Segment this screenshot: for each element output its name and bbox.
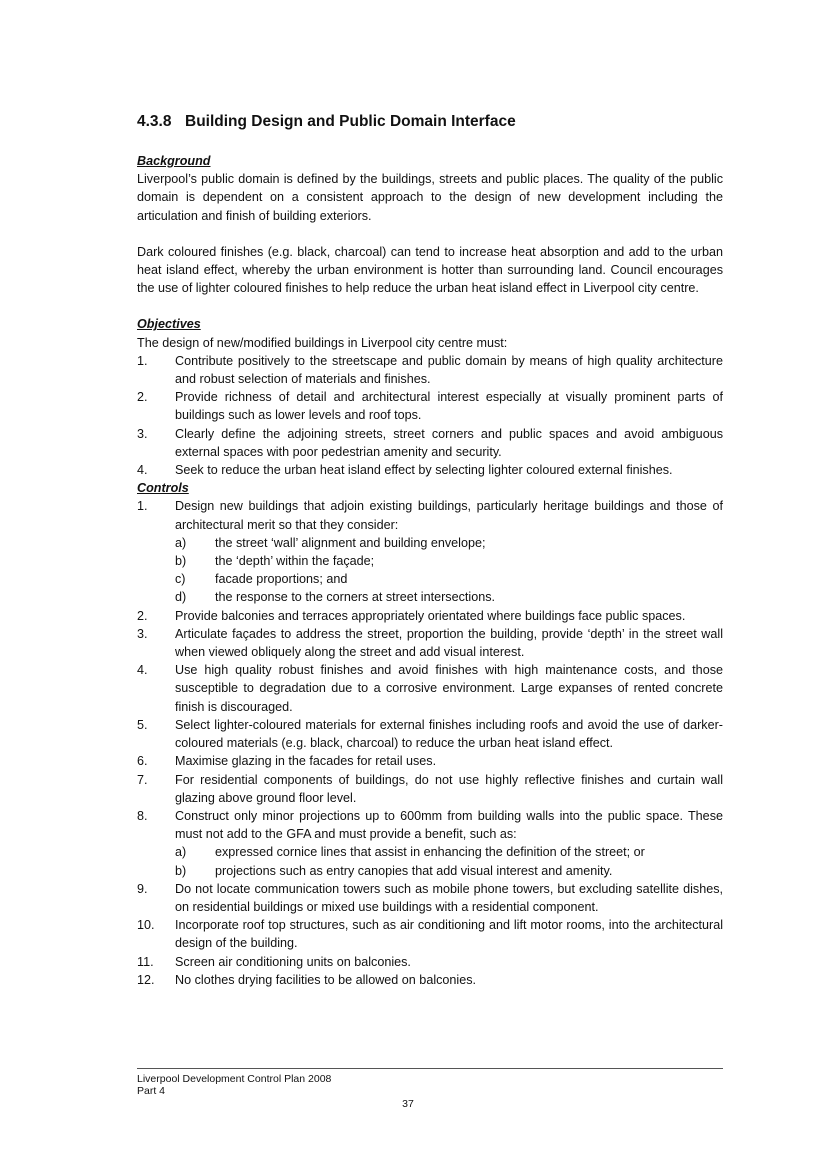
item-number: 9.	[137, 881, 148, 896]
control-subitem	[137, 570, 723, 588]
item-text: Seek to reduce the urban heat island effect by selecting lighter coloured external finishes.	[175, 463, 673, 478]
objective-item	[137, 461, 723, 479]
item-number: 1.	[137, 499, 148, 514]
control-subitem	[137, 862, 723, 880]
page-number: 37	[402, 1098, 414, 1110]
objective-item	[137, 352, 723, 388]
subitem-text: facade proportions; and	[215, 572, 348, 587]
item-number: 5.	[137, 717, 148, 732]
item-text: No clothes drying facilities to be allowed on balconies.	[175, 972, 477, 987]
background-paragraph-2: Dark coloured finishes (e.g. black, charcoal) can tend to increase heat absorption and add to the urban heat island effect, whereby the urban environment is hotter than surrounding land. Council encourages the use of lighter coloured finishes to help reduce the urban heat island effect in Liverpool city centre.	[137, 244, 723, 296]
control-item	[137, 661, 723, 716]
controls-list	[137, 497, 723, 988]
control-item	[137, 971, 723, 989]
item-number: 11.	[137, 954, 154, 969]
section-heading	[137, 112, 723, 132]
subitem-text: the ‘depth’ within the façade;	[215, 554, 375, 569]
control-item	[137, 953, 723, 971]
item-text: Incorporate roof top structures, such as air conditioning and lift motor rooms, into the architectural design of the building.	[175, 918, 723, 951]
control-item	[137, 716, 723, 752]
objective-item	[137, 388, 723, 424]
footer-document-title: Liverpool Development Control Plan 2008	[137, 1073, 332, 1085]
item-number: 3.	[137, 426, 148, 441]
section-title: Building Design and Public Domain Interface	[185, 113, 516, 130]
subitem-letter: a)	[175, 845, 187, 860]
objectives-intro: The design of new/modified buildings in Liverpool city centre must:	[137, 335, 508, 350]
item-text: Select lighter-coloured materials for external finishes including roofs and avoid the use of darker-coloured materials (e.g. black, charcoal) to reduce the urban heat island effect.	[175, 717, 723, 751]
subitem-text: the response to the corners at street intersections.	[215, 590, 496, 605]
background-heading: Background	[137, 154, 211, 168]
control-subitem	[137, 843, 723, 861]
control-item	[137, 916, 723, 952]
control-subitem	[137, 534, 723, 552]
item-number: 2.	[137, 608, 148, 623]
objectives-heading: Objectives	[137, 317, 201, 332]
subitem-letter: b)	[175, 554, 187, 569]
item-number: 3.	[137, 626, 148, 641]
item-text: Maximise glazing in the facades for retail uses.	[175, 754, 437, 769]
item-number: 6.	[137, 754, 148, 769]
control-item	[137, 625, 723, 661]
subitem-letter: c)	[175, 572, 186, 587]
subitem-text: the street ‘wall’ alignment and building envelope;	[215, 535, 486, 550]
document-body	[137, 112, 723, 989]
item-text: Screen air conditioning units on balconies.	[175, 954, 411, 969]
item-number: 8.	[137, 808, 148, 823]
subitem-letter: a)	[175, 535, 187, 550]
item-text: Contribute positively to the streetscape and public domain by means of high quality architecture and robust selection of materials and finishes.	[175, 353, 723, 387]
item-text: Articulate façades to address the street, proportion the building, provide ‘depth’ in the street wall when viewed obliquely along the street and add visual interest.	[175, 626, 723, 660]
control-subitem	[137, 552, 723, 570]
control-subitem	[137, 588, 723, 606]
item-text: Do not locate communication towers such as mobile phone towers, but excluding satellite dishes, on residential buildings or mixed use buildings with a residential component.	[175, 881, 723, 914]
item-number: 2.	[137, 390, 148, 405]
item-number: 1.	[137, 353, 148, 368]
control-item	[137, 497, 723, 533]
subitem-text: expressed cornice lines that assist in enhancing the definition of the street; or	[215, 845, 645, 860]
item-text: Clearly define the adjoining streets, street corners and public spaces and avoid ambiguous external spaces with poor pedestrian amenity and security.	[175, 426, 723, 459]
item-text: Provide richness of detail and architectural interest especially at visually prominent parts of buildings such as lower levels and roof tops.	[175, 390, 723, 423]
item-text: Provide balconies and terraces appropriately orientated where buildings face public spaces.	[175, 608, 686, 623]
subitem-letter: b)	[175, 863, 187, 878]
control-item	[137, 771, 723, 807]
item-number: 4.	[137, 463, 148, 478]
item-text: Design new buildings that adjoin existing buildings, particularly heritage buildings and those of architectural merit so that they consider:	[175, 499, 723, 532]
subitem-letter: d)	[175, 590, 187, 605]
item-text: Use high quality robust finishes and avoid finishes with high maintenance costs, and those susceptible to degradation due to a corrosive environment. Large expanses of rented concrete finish is discouraged.	[175, 663, 723, 714]
item-text: For residential components of buildings, do not use highly reflective finishes and curtain wall glazing above ground floor level.	[175, 772, 723, 805]
background-paragraph-1: Liverpool’s public domain is defined by the buildings, streets and public places. The quality of the public domain is dependent on a consistent approach to the design of new development including the articulation and finish of building exteriors.	[137, 172, 723, 223]
controls-heading: Controls	[137, 481, 189, 496]
item-number: 12.	[137, 972, 155, 987]
subitem-text: projections such as entry canopies that add visual interest and amenity.	[215, 863, 613, 878]
item-number: 4.	[137, 663, 148, 678]
section-number: 4.3.8	[137, 113, 172, 130]
objectives-list	[137, 352, 723, 479]
page-footer	[137, 1068, 723, 1097]
objective-item	[137, 425, 723, 461]
control-item	[137, 752, 723, 770]
control-item	[137, 807, 723, 843]
footer-part: Part 4	[137, 1085, 166, 1097]
item-number: 7.	[137, 772, 148, 787]
control-item	[137, 607, 723, 625]
item-text: Construct only minor projections up to 600mm from building walls into the public space. These must not add to the GFA and must provide a benefit, such as:	[175, 808, 723, 842]
item-number: 10.	[137, 918, 155, 933]
control-item	[137, 880, 723, 916]
